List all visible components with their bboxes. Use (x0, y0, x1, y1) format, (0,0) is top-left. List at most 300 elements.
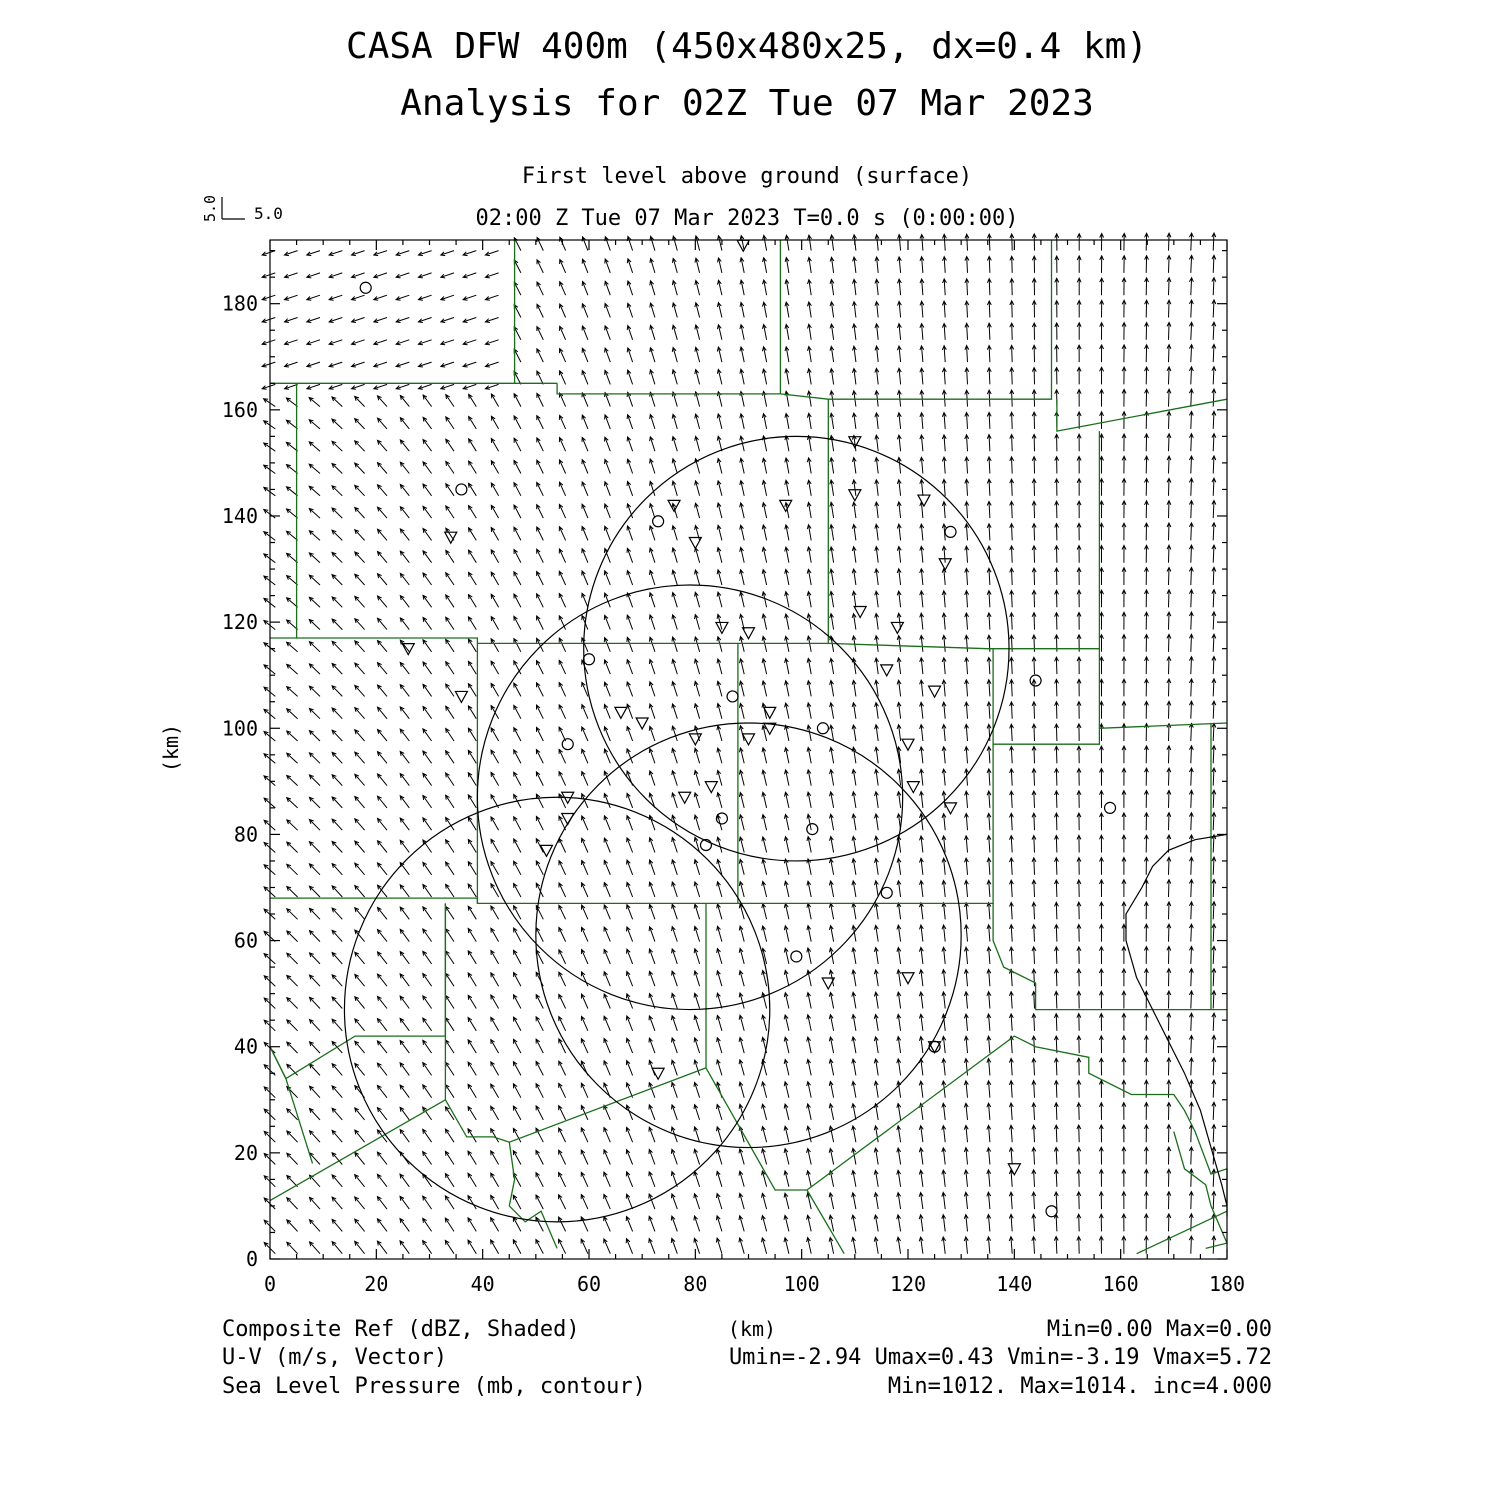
wind-vector (287, 1131, 298, 1142)
x-tick-label: 100 (783, 1272, 820, 1296)
wind-vector (627, 927, 633, 942)
wind-vector (446, 1040, 455, 1053)
wind-vector (1055, 702, 1059, 719)
wind-vector (762, 926, 767, 942)
wind-vector (649, 771, 655, 786)
wind-vector (987, 813, 991, 830)
wind-vector (694, 926, 699, 941)
wind-vector (537, 438, 544, 451)
wind-vector (352, 273, 365, 278)
wind-vector (514, 973, 521, 987)
wind-vector (1144, 791, 1148, 808)
wind-vector (332, 1242, 342, 1254)
wind-vector (672, 860, 678, 875)
wind-vector (1100, 746, 1104, 763)
wind-vector (1122, 1125, 1126, 1142)
wind-vector (559, 1239, 566, 1253)
wind-vector (829, 1082, 833, 1098)
wind-vector (469, 572, 477, 585)
wind-vector (514, 260, 521, 273)
wind-vector (807, 681, 811, 697)
wind-vector (355, 1152, 365, 1164)
wind-vector (942, 680, 946, 696)
wind-vector (852, 1104, 856, 1120)
wind-vector (309, 531, 320, 541)
wind-vector (446, 1018, 455, 1031)
wind-vector (1144, 1236, 1148, 1254)
wind-vector (987, 1148, 991, 1165)
wind-vector (942, 658, 946, 674)
wind-vector (762, 770, 767, 786)
wind-vector (739, 948, 744, 964)
wind-vector (695, 481, 700, 496)
wind-vector (672, 348, 677, 363)
wind-vector (920, 301, 924, 317)
wind-vector (987, 457, 991, 474)
wind-vector (418, 384, 431, 389)
wind-vector (514, 817, 521, 831)
wind-vector (604, 526, 610, 540)
wind-vector (695, 570, 700, 585)
wind-vector (1077, 813, 1081, 830)
wind-vector (423, 1040, 432, 1053)
wind-vector (1144, 902, 1148, 919)
wind-vector (807, 369, 811, 385)
wind-vector (374, 318, 387, 323)
wind-vector (310, 1109, 321, 1120)
wind-vector (852, 1126, 856, 1142)
wind-vector (446, 951, 455, 964)
wind-vector (874, 1037, 878, 1053)
wind-vector (897, 1215, 901, 1232)
wind-vector (874, 1059, 878, 1075)
wind-vector (1122, 389, 1126, 406)
wind-vector (694, 971, 700, 986)
wind-vector (536, 1150, 543, 1164)
wind-vector (695, 637, 700, 652)
wind-vector (1100, 590, 1104, 607)
y-tick-label: 60 (233, 928, 258, 953)
wind-vector (309, 797, 320, 808)
wind-vector (1099, 1192, 1103, 1209)
wind-vector (378, 396, 388, 407)
wind-vector (1100, 234, 1104, 251)
wind-vector (718, 280, 722, 295)
wind-vector (965, 747, 969, 764)
wind-vector (378, 863, 388, 875)
wind-vector (400, 885, 409, 897)
wind-vector (1212, 434, 1216, 452)
title-line-2: Analysis for 02Z Tue 07 Mar 2023 (400, 83, 1094, 124)
wind-vector (672, 414, 677, 429)
wind-vector (1145, 389, 1149, 406)
wind-vector (1145, 233, 1149, 250)
wind-vector (1122, 1170, 1126, 1187)
wind-vector (485, 340, 498, 345)
wind-vector (446, 751, 454, 764)
wind-vector (1167, 1214, 1171, 1232)
wind-vector (853, 324, 857, 340)
wind-vector (1122, 1014, 1126, 1031)
x-tick-label: 140 (996, 1272, 1033, 1296)
wind-vector (536, 1017, 543, 1031)
wind-vector (355, 886, 365, 898)
wind-vector (762, 904, 767, 920)
wind-vector (355, 396, 365, 406)
wind-vector (987, 992, 991, 1009)
wind-vector (355, 774, 365, 785)
wind-vector (1122, 969, 1126, 986)
wind-vector (829, 1148, 833, 1164)
wind-vector (605, 393, 611, 407)
wind-vector (285, 362, 298, 367)
wind-vector (1032, 368, 1036, 385)
wind-vector (1145, 679, 1149, 696)
wind-vector (468, 1151, 476, 1164)
wind-vector (762, 481, 766, 496)
wind-vector (441, 273, 454, 278)
wind-vector (649, 1038, 655, 1053)
wind-vector (1122, 880, 1126, 897)
wind-vector (1212, 255, 1216, 273)
wind-vector (875, 814, 879, 830)
wind-vector (852, 1193, 856, 1209)
wind-vector (1189, 657, 1193, 675)
wind-vector (332, 819, 342, 830)
wind-vector (396, 384, 409, 389)
wind-vector (559, 1061, 566, 1075)
wind-vector (943, 234, 947, 250)
wind-vector (965, 613, 969, 630)
wind-vector (672, 682, 677, 697)
wind-vector (355, 419, 365, 429)
wind-vector (875, 524, 879, 540)
wind-vector (717, 726, 722, 741)
wind-vector (785, 302, 789, 317)
wind-vector (695, 615, 700, 630)
wind-vector (423, 529, 432, 541)
wind-vector (1145, 434, 1149, 451)
wind-vector (559, 839, 566, 853)
wind-vector (920, 346, 924, 362)
wind-vector (942, 435, 946, 451)
wind-vector (830, 502, 834, 518)
wind-vector (740, 347, 744, 362)
wind-vector (852, 413, 856, 429)
wind-vector (1167, 300, 1171, 317)
wind-vector (1009, 1192, 1013, 1209)
wind-vector (559, 1128, 566, 1142)
wind-vector (627, 348, 632, 362)
wind-vector (536, 1084, 543, 1098)
station-triangle-marker (902, 973, 914, 984)
wind-vector (762, 414, 766, 429)
wind-vector (604, 704, 610, 718)
wind-vector (1167, 1125, 1171, 1143)
wind-vector (1077, 1192, 1081, 1209)
wind-vector (536, 995, 543, 1009)
wind-vector (537, 727, 544, 741)
wind-vector (649, 1105, 655, 1120)
wind-vector (694, 704, 699, 719)
wind-vector (739, 882, 744, 897)
wind-vector (1212, 411, 1216, 429)
wind-vector (897, 1126, 901, 1142)
wind-vector (1077, 1081, 1081, 1098)
wind-vector (1010, 791, 1014, 808)
wind-vector (332, 953, 342, 964)
wind-vector (694, 1194, 700, 1209)
wind-vector (400, 974, 409, 986)
wind-vector (1032, 590, 1036, 607)
wind-vector (605, 504, 611, 518)
wind-vector (964, 1014, 968, 1031)
wind-vector (355, 1041, 365, 1053)
wind-vector (987, 524, 991, 541)
wind-vector (1167, 545, 1171, 563)
wind-vector (536, 1195, 543, 1209)
wind-vector (262, 340, 275, 345)
wind-vector (604, 1016, 610, 1031)
wind-vector (942, 1126, 946, 1143)
wind-vector (1010, 435, 1014, 452)
wind-vector (852, 502, 856, 518)
wind-vector (650, 570, 655, 585)
wind-vector (604, 682, 610, 696)
wind-vector (377, 1152, 387, 1164)
wind-vector (1077, 1214, 1081, 1231)
county-line (445, 903, 706, 1142)
wind-vector (1054, 991, 1058, 1008)
wind-vector (897, 903, 901, 919)
wind-vector (1009, 1237, 1013, 1254)
wind-vector (942, 925, 946, 942)
wind-vector (672, 748, 678, 763)
wind-vector (1077, 835, 1081, 852)
wind-vector (377, 1041, 387, 1053)
wind-vector (987, 613, 991, 630)
wind-vector (491, 906, 499, 919)
wind-vector (1167, 434, 1171, 451)
wind-vector (672, 1038, 678, 1053)
wind-vector (1189, 1036, 1193, 1054)
wind-vector (1055, 679, 1059, 696)
wind-vector (287, 709, 298, 719)
wind-vector (739, 1238, 744, 1254)
county-line (993, 728, 1099, 744)
wind-vector (559, 1017, 566, 1031)
wind-vector (1122, 545, 1126, 562)
wind-vector (604, 994, 610, 1009)
wind-vector (1010, 591, 1014, 608)
wind-vector (309, 486, 320, 496)
wind-vector (582, 816, 588, 830)
wind-vector (1032, 1192, 1036, 1209)
wind-vector (400, 551, 409, 563)
wind-vector (514, 282, 521, 295)
wind-vector (1167, 233, 1171, 250)
wind-vector (673, 236, 678, 251)
wind-vector (740, 547, 745, 562)
wind-vector (695, 370, 700, 385)
wind-vector (1077, 1170, 1081, 1187)
wind-vector (355, 1063, 365, 1075)
wind-vector (446, 884, 454, 897)
wind-vector (1167, 679, 1171, 696)
wind-vector (1167, 724, 1171, 741)
wind-vector (762, 859, 767, 875)
wind-vector (874, 1237, 878, 1253)
wind-vector (672, 593, 677, 608)
wind-vector (1144, 1013, 1148, 1030)
wind-vector (627, 704, 633, 719)
wind-vector (1144, 947, 1148, 964)
wind-vector (807, 1171, 812, 1187)
wind-vector (423, 1018, 432, 1031)
wind-vector (445, 1062, 454, 1075)
wind-vector (491, 594, 498, 607)
county-line (477, 643, 738, 903)
wind-vector (1100, 456, 1104, 473)
wind-vector (445, 1174, 454, 1187)
wind-vector (1212, 768, 1216, 786)
wind-vector (965, 435, 969, 451)
wind-vector (446, 573, 454, 585)
wind-vector (807, 547, 811, 563)
wind-vector (514, 594, 521, 607)
wind-vector (695, 303, 700, 318)
wind-vector (694, 949, 699, 964)
wind-vector (559, 772, 566, 786)
wind-vector (418, 273, 431, 278)
wind-vector (581, 1150, 588, 1165)
wind-vector (332, 664, 342, 675)
wind-vector (784, 948, 789, 964)
wind-vector (627, 482, 633, 496)
wind-vector (852, 614, 856, 630)
wind-vector (1145, 278, 1149, 295)
wind-vector (785, 436, 789, 451)
wind-vector (785, 703, 789, 719)
wind-vector (396, 340, 409, 345)
wind-vector (400, 685, 409, 697)
wind-vector (287, 1242, 298, 1254)
wind-vector (717, 904, 722, 919)
footer-right-3: Min=1012. Max=1014. inc=4.000 (887, 1374, 1272, 1399)
wind-vector (355, 1108, 365, 1120)
wind-vector (560, 282, 566, 296)
wind-vector (491, 661, 499, 674)
wind-vector (559, 727, 566, 741)
wind-vector (1212, 1080, 1216, 1098)
wind-vector (807, 903, 811, 919)
wind-vector (785, 547, 789, 563)
wind-vector (604, 972, 610, 987)
wind-vector (964, 1126, 968, 1143)
wind-vector (309, 597, 320, 607)
wind-vector (418, 362, 431, 367)
wind-vector (1077, 679, 1081, 696)
wind-vector (1055, 234, 1059, 251)
wind-vector (830, 837, 834, 853)
wind-vector (581, 1217, 588, 1232)
x-tick-label: 20 (364, 1272, 389, 1296)
wind-vector (987, 702, 991, 719)
wind-vector (355, 685, 365, 696)
wind-vector (920, 613, 924, 629)
wind-vector (514, 683, 521, 696)
wind-vector (852, 948, 856, 964)
wind-vector (627, 459, 633, 473)
wind-vector (1077, 969, 1081, 986)
wind-vector (942, 324, 946, 340)
wind-vector (491, 728, 499, 741)
wind-vector (1167, 701, 1171, 718)
wind-vector (559, 705, 566, 719)
wind-vector (441, 251, 454, 256)
wind-vector (468, 1129, 476, 1142)
wind-vector (740, 369, 744, 384)
wind-vector (377, 1241, 387, 1254)
wind-vector (965, 502, 969, 518)
wind-vector (559, 928, 566, 942)
wind-vector (964, 1081, 968, 1098)
wind-vector (310, 1042, 321, 1053)
wind-vector (626, 1217, 632, 1232)
wind-vector (807, 1015, 811, 1031)
wind-vector (785, 258, 789, 273)
slp-contour-line (1126, 834, 1227, 1206)
wind-vector (987, 1036, 991, 1053)
wind-vector (649, 1083, 655, 1098)
wind-vector (740, 592, 745, 607)
wind-vector (332, 641, 342, 652)
wind-vector (329, 251, 342, 256)
wind-vector (400, 640, 409, 652)
wind-vector (332, 530, 342, 540)
wind-vector (1010, 836, 1014, 853)
wind-vector (1054, 969, 1058, 986)
wind-vector (763, 325, 767, 340)
wind-vector (559, 571, 565, 585)
wind-vector (920, 702, 924, 718)
wind-vector (649, 949, 655, 964)
wind-vector (400, 1041, 409, 1054)
wind-vector (423, 885, 432, 898)
wind-vector (830, 703, 834, 719)
wind-vector (739, 993, 744, 1009)
wind-vector (987, 591, 991, 608)
wind-vector (332, 1197, 342, 1209)
wind-vector (1077, 1237, 1081, 1254)
wind-vector (830, 658, 834, 674)
wind-vector (852, 1171, 856, 1187)
wind-vector (355, 797, 365, 808)
wind-vector (469, 550, 477, 563)
wind-vector (875, 235, 879, 251)
wind-vector (287, 998, 298, 1009)
wind-vector (287, 887, 298, 898)
wind-vector (762, 681, 767, 697)
wind-vector (485, 295, 498, 300)
wind-vector (423, 929, 432, 942)
wind-vector (987, 880, 991, 897)
wind-vector (672, 793, 678, 808)
wind-vector (374, 295, 387, 300)
wind-vector (446, 639, 454, 651)
wind-vector (1032, 412, 1036, 429)
wind-vector (1167, 501, 1171, 518)
